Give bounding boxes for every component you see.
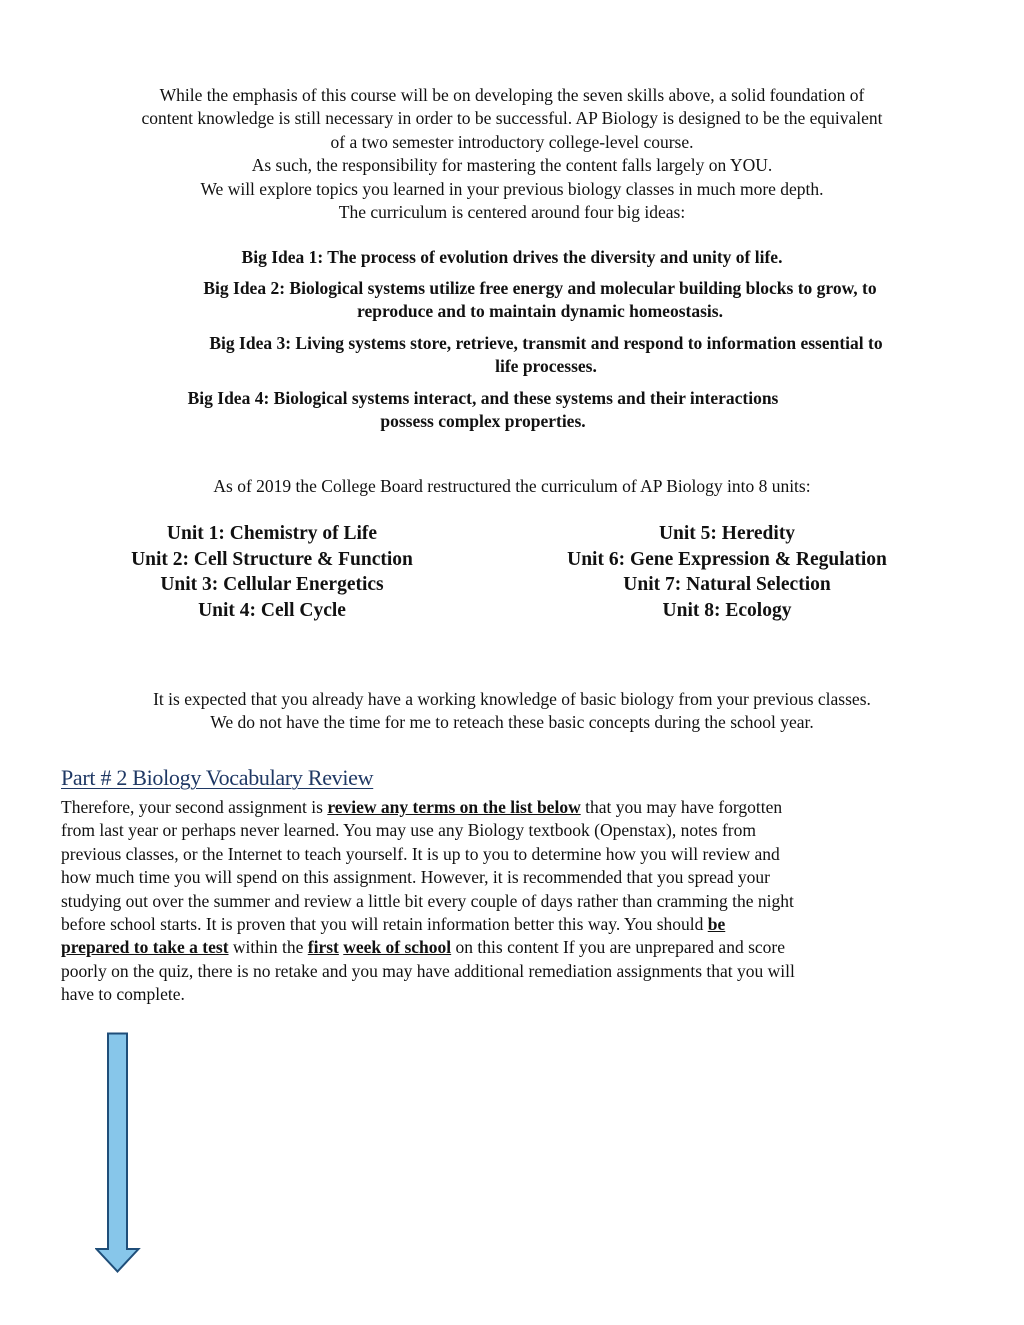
part2-heading: Part # 2 Biology Vocabulary Review xyxy=(61,765,374,790)
unit-item: Unit 3: Cellular Energetics xyxy=(160,574,384,595)
intro-line: As such, the responsibility for mastering the content falls largely on YOU. xyxy=(251,155,773,176)
part2-paragraph xyxy=(61,796,966,1007)
unit-item: Unit 5: Heredity xyxy=(658,523,796,544)
expected-paragraph xyxy=(40,688,984,735)
emphasis-week-of-school: week of school xyxy=(343,937,452,958)
paragraph-line xyxy=(61,913,966,936)
intro-line: While the emphasis of this course will be on developing the seven skills above, a solid foundation of xyxy=(159,85,865,105)
big-idea-line: life processes. xyxy=(495,356,597,377)
big-idea-line: Big Idea 2: Biological systems utilize free energy and molecular building blocks to grow, to xyxy=(203,278,877,298)
intro-paragraph xyxy=(40,84,984,224)
text-run: before school starts. It is proven that you will retain information better this way. You should xyxy=(61,914,708,935)
big-idea-line: Big Idea 4: Biological systems interact, and these systems and their interactions xyxy=(187,388,779,408)
text-run: Therefore, your second assignment is xyxy=(61,797,328,817)
big-idea-line: possess complex properties. xyxy=(380,411,586,432)
big-idea-line: Big Idea 1: The process of evolution drives the diversity and unity of life. xyxy=(241,247,783,267)
big-idea-2 xyxy=(100,277,980,324)
text-run: on this content If you are unprepared and score xyxy=(451,937,785,958)
unit-item: Unit 8: Ecology xyxy=(662,599,792,621)
expected-line: It is expected that you already have a working knowledge of basic biology from your previous classes. xyxy=(153,689,871,709)
paragraph-line: poorly on the quiz, there is no retake and you may have additional remediation assignments that you will xyxy=(61,960,795,981)
paragraph-line xyxy=(61,936,966,959)
big-idea-line: reproduce and to maintain dynamic homeostasis. xyxy=(357,301,723,322)
paragraph-line: have to complete. xyxy=(61,984,185,1005)
intro-line: content knowledge is still necessary in order to be successful. AP Biology is designed to be the equivalent xyxy=(141,108,883,129)
intro-line: of a two semester introductory college-level course. xyxy=(330,131,694,152)
unit-item: Unit 6: Gene Expression & Regulation xyxy=(567,548,887,570)
units-column-left xyxy=(100,521,444,623)
emphasis-prepared-test: prepared to take a test xyxy=(61,937,229,958)
paragraph-line: previous classes, or the Internet to teach yourself. It is up to you to determine how you will review and xyxy=(61,843,780,864)
big-idea-1 xyxy=(40,246,984,269)
intro-line: The curriculum is centered around four big ideas: xyxy=(338,202,686,223)
arrow-shape xyxy=(97,1034,139,1272)
text-run: that you may have forgotten xyxy=(580,797,783,817)
intro-line: We will explore topics you learned in your previous biology classes in much more depth. xyxy=(200,178,824,199)
unit-item: Unit 1: Chemistry of Life xyxy=(166,523,378,544)
paragraph-line xyxy=(61,796,966,819)
text-run: within the xyxy=(228,937,308,958)
emphasis-review-terms: review any terms on the list below xyxy=(327,797,581,817)
big-idea-3 xyxy=(100,332,992,379)
paragraph-line: studying out over the summer and review a little bit every couple of days rather than cramming the night xyxy=(61,890,794,911)
big-idea-line: Big Idea 3: Living systems store, retrieve, transmit and respond to information essential to xyxy=(209,333,883,353)
down-arrow-icon xyxy=(95,1032,141,1274)
unit-item: Unit 4: Cell Cycle xyxy=(198,599,346,621)
expected-line: We do not have the time for me to reteach these basic concepts during the school year. xyxy=(210,712,814,733)
big-idea-4 xyxy=(100,387,866,434)
units-intro: As of 2019 the College Board restructured the curriculum of AP Biology into 8 units: xyxy=(213,476,811,496)
emphasis-be: be xyxy=(707,914,726,935)
unit-item: Unit 7: Natural Selection xyxy=(623,574,831,595)
emphasis-first: first xyxy=(307,937,339,958)
paragraph-line: how much time you will spend on this assignment. However, it is recommended that you spread your xyxy=(61,867,770,888)
paragraph-line: from last year or perhaps never learned. You may use any Biology textbook (Openstax), notes from xyxy=(61,820,756,841)
units-column-right xyxy=(534,521,920,623)
unit-item: Unit 2: Cell Structure & Function xyxy=(131,548,413,570)
